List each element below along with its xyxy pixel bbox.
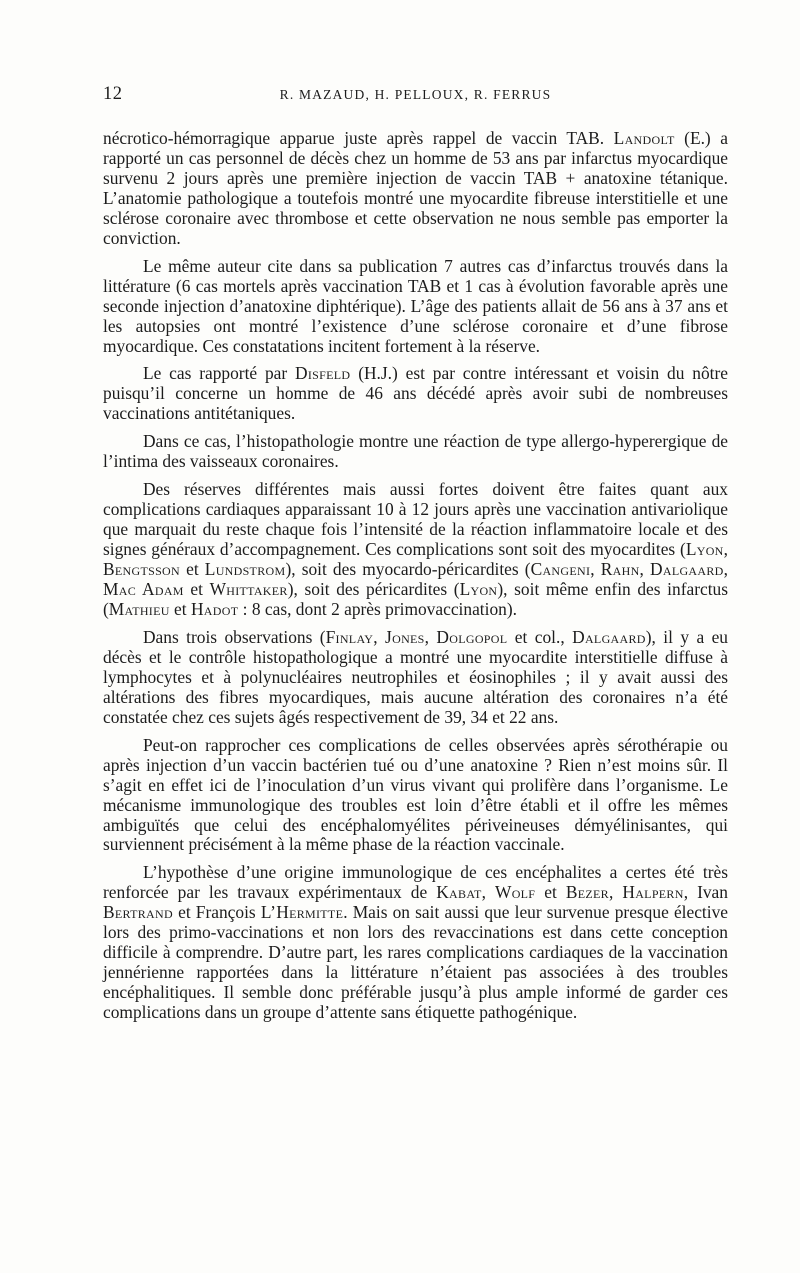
paragraph [103, 257, 728, 357]
text-run: ), soit des myocardo-péricardites ( [285, 559, 531, 580]
text-run: Dans trois observations ( [143, 626, 326, 647]
author-name: Bezer [565, 882, 609, 903]
author-name: Hadot [190, 598, 239, 619]
header-authors: R. MAZAUD, H. PELLOUX, R. FERRUS [279, 87, 552, 102]
author-name: Landolt [613, 128, 675, 148]
text-run: , [608, 882, 623, 903]
author-name: Lyon [685, 539, 724, 560]
paragraph [103, 863, 728, 1023]
paragraph [103, 432, 728, 472]
body-text [103, 129, 728, 1031]
author-name: Cangeni [530, 559, 591, 580]
text-run: Peut-on rapprocher ces complications de celles observées après sérothérapie ou après injection d’un vaccin bactérien tué ou d’une anatoxine ? Rien n’est moins sûr. Il s’agit en effet ici de l’inoculation d’un virus vivant qui prolifère dans l’organisme. Le mécanisme immunologique des troubles est loin d’être établi et il offre les mêmes ambiguïtés que celui des encéphalomyélites périveineuses démyélinisantes, qui surviennent précisément à la même phase de la réaction vaccinale. [103, 734, 728, 855]
text-run: Dans ce cas, l’histopathologie montre une réaction de type allergo-hyperergique de l’intima des vaisseaux coronaires. [103, 431, 728, 472]
paragraph [103, 129, 728, 249]
text-run: et [179, 559, 205, 580]
text-run: et François [172, 902, 261, 923]
text-run: L’hypothèse d’une origine immunologique de ces encéphalites a certes été très renforcée par les travaux expérimentaux de [103, 862, 728, 903]
author-name: Whittaker [209, 579, 288, 600]
paragraph [103, 364, 728, 424]
paragraph [103, 480, 728, 620]
author-name: Halpern [622, 882, 684, 903]
text-run: : 8 cas, dont 2 après primovaccination). [238, 598, 517, 619]
author-name: Rahn [600, 559, 640, 580]
text-run: ), soit même enfin des infarctus ( [103, 579, 729, 619]
text-run: Le cas rapporté par [143, 363, 296, 384]
author-name: Bengtsson [103, 559, 180, 580]
text-run: Des réserves différentes mais aussi fortes doivent être faites quant aux complications cardiaques apparaissant 10 à 12 jours après une vaccination antivariolique que marquait du reste chaque fois l’intensité de la réaction inflammatoire locale et des signes généraux d’accompagnement. Ces complications sont soit des myocardites ( [103, 479, 728, 560]
text-run: , [590, 559, 601, 580]
text-run: nécrotico-hémorragique apparue juste après rappel de vaccin TAB. [103, 128, 614, 148]
paragraph [103, 628, 728, 728]
text-run: , [373, 626, 386, 647]
author-name: Disfeld [295, 363, 351, 384]
author-name: Finlay [325, 626, 374, 647]
text-run: ), il y a eu décès et le contrôle histopathologique a montré une myocardite interstitielle diffuse à lymphocytes et à polynucléaires neutrophiles et éosinophiles ; il y avait aussi des altérations des fibres myocardiques, mais aucune altération des coronaires n’a été constatée chez ces sujets âgés respectivement de 39, 34 et 22 ans. [103, 626, 728, 727]
author-name: Dalgaard [650, 559, 724, 580]
text-run: Le même auteur cite dans sa publication 7 autres cas d’infarctus trouvés dans la littérature (6 cas mortels après vaccination TAB et 1 cas à évolution favorable après une seconde injection d’anatoxine diphtérique). L’âge des patients allait de 56 ans à 37 ans et les autopsies ont montré l’existence d’une sclérose coronaire et d’une fibrose myocardique. Ces constatations incitent fortement à la réserve. [103, 255, 728, 356]
page-number: 12 [103, 84, 123, 104]
text-run: , [723, 559, 728, 580]
paragraph [103, 736, 728, 856]
text-run: ), soit des péricardites ( [287, 579, 460, 600]
text-run: et [535, 882, 566, 903]
author-name: Jones [385, 626, 425, 647]
text-run: et [169, 598, 191, 619]
author-name: Dalgaard [572, 626, 646, 647]
running-header [103, 84, 728, 108]
author-name: Kabat [436, 882, 482, 903]
text-run: , [424, 626, 437, 647]
text-run: (H.J.) est par contre intéressant et voisin du nôtre puisqu’il concerne un homme de 46 ans décédé après avoir subi de nombreuses vaccinations antitétaniques. [103, 363, 728, 424]
text-run: , [723, 539, 728, 560]
text-run: , Ivan [683, 882, 728, 903]
text-run: , [481, 882, 495, 903]
author-name: Dolgopol [436, 626, 508, 647]
text-run: . Mais on sait aussi que leur survenue presque élective lors des primo-vaccinations et non lors des revaccinations est dans cette conception difficile à comprendre. D’autre part, les rares complications cardiaques de la vaccination jennérienne rapportées dans la littérature n’étaient pas associées à des troubles encéphalitiques. Il semble donc préférable jusqu’à plus ample informé de garder ces complications dans un groupe d’attente sans étiquette pathogénique. [103, 902, 729, 1023]
author-name: L’Hermitte [260, 902, 344, 923]
author-name: Mathieu [108, 598, 170, 619]
author-name: Mac Adam [103, 579, 184, 600]
author-name: Bertrand [103, 902, 173, 923]
author-name: Lyon [459, 579, 498, 600]
text-run: (E.) a rapporté un cas personnel de décès chez un homme de 53 ans par infarctus myocardique survenu 2 jours après une première injection de vaccin TAB + anatoxine tétanique. L’anatomie pathologique a toutefois montré une myocardite fibreuse interstitielle et une sclérose coronaire avec thrombose et cette observation ne nous semble pas emporter la conviction. [103, 128, 728, 248]
text-run: et col., [507, 626, 573, 647]
text-run: , [639, 559, 651, 580]
author-name: Wolf [494, 882, 536, 903]
author-name: Lundstrom [204, 559, 286, 580]
text-run: et [183, 579, 210, 600]
